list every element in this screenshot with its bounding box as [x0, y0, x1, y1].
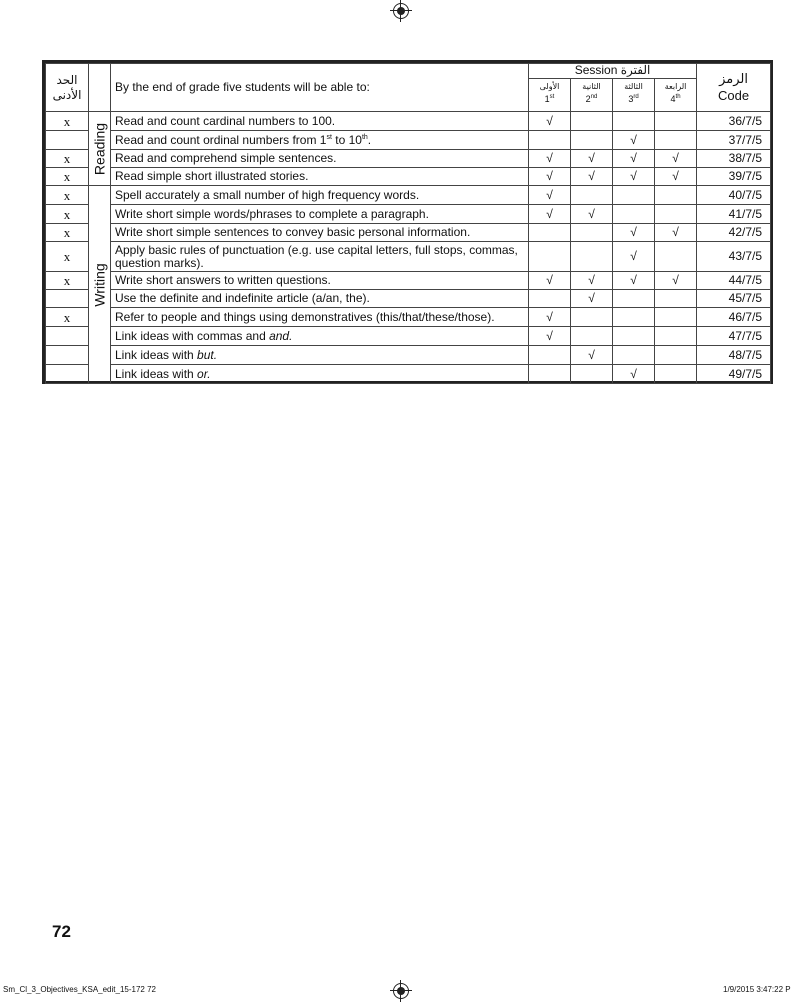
session-1-check — [529, 365, 571, 384]
session-2-check — [571, 131, 613, 150]
table-row — [46, 290, 771, 308]
session-3-header: الثالثة 3rd — [612, 79, 654, 111]
session-1-check: √ — [529, 112, 571, 131]
session-2-check — [571, 224, 613, 242]
min-level-mark — [46, 290, 89, 308]
session-4-check — [655, 186, 697, 205]
objective-text: Read and comprehend simple sentences. — [111, 150, 529, 168]
session-4-check — [655, 308, 697, 327]
session-4-check — [655, 290, 697, 308]
session-1-header: الأولى 1st — [539, 82, 560, 104]
session-1-check — [529, 224, 571, 242]
objective-code: 42/7/5 — [697, 224, 771, 242]
code-header: الرمز Code — [697, 64, 771, 112]
objective-text: Write short simple words/phrases to complete a paragraph. — [111, 205, 529, 224]
session-2-check — [571, 242, 613, 272]
session-3-check — [613, 112, 655, 131]
session-1-check: √ — [529, 272, 571, 290]
objective-text: Spell accurately a small number of high frequency words. — [111, 186, 529, 205]
session-3-check — [613, 346, 655, 365]
table-row — [46, 327, 771, 346]
section-label-writing: Writing — [89, 186, 111, 384]
objective-text: Read simple short illustrated stories. — [111, 168, 529, 186]
objective-text: Use the definite and indefinite article (a/an, the). — [111, 290, 529, 308]
session-3-check: √ — [613, 150, 655, 168]
session-4-check: √ — [655, 272, 697, 290]
session-2-check: √ — [571, 168, 613, 186]
objective-code: 40/7/5 — [697, 186, 771, 205]
objectives-table — [45, 63, 771, 384]
session-1-check: √ — [529, 150, 571, 168]
objective-code: 41/7/5 — [697, 205, 771, 224]
session-4-check — [655, 112, 697, 131]
session-header — [529, 64, 697, 112]
min-level-mark — [46, 365, 89, 384]
session-2-check — [571, 365, 613, 384]
session-3-check: √ — [613, 242, 655, 272]
table-row — [46, 224, 771, 242]
session-1-check: √ — [529, 168, 571, 186]
session-2-check: √ — [571, 150, 613, 168]
min-level-header: الحد الأدنى — [46, 64, 89, 112]
table-row — [46, 272, 771, 290]
session-4-check: √ — [655, 168, 697, 186]
session-1-check — [529, 242, 571, 272]
session-1-check: √ — [529, 205, 571, 224]
objective-code: 46/7/5 — [697, 308, 771, 327]
page-number: 72 — [52, 922, 71, 941]
session-4-check: √ — [655, 224, 697, 242]
objectives-table-frame — [42, 60, 773, 384]
min-level-mark: x — [46, 168, 89, 186]
section-header-blank — [89, 64, 111, 112]
session-3-check — [613, 205, 655, 224]
session-3-check — [613, 290, 655, 308]
session-1-check: √ — [529, 308, 571, 327]
session-3-check — [613, 186, 655, 205]
min-level-mark: x — [46, 272, 89, 290]
min-level-mark — [46, 131, 89, 150]
objective-code: 48/7/5 — [697, 346, 771, 365]
session-label: Session الفترة — [529, 64, 696, 79]
session-3-check: √ — [613, 224, 655, 242]
objective-text: Write short simple sentences to convey basic personal information. — [111, 224, 529, 242]
objective-code: 36/7/5 — [697, 112, 771, 131]
session-4-header: الرابعة 4th — [654, 79, 696, 111]
table-row — [46, 242, 771, 272]
session-2-check: √ — [571, 272, 613, 290]
min-level-mark: x — [46, 308, 89, 327]
section-label-reading: Reading — [89, 112, 111, 186]
registration-mark-bottom — [393, 983, 409, 999]
session-2-check — [571, 112, 613, 131]
table-row — [46, 308, 771, 327]
min-level-mark: x — [46, 186, 89, 205]
table-row — [46, 168, 771, 186]
footer-file-info: Sm_Cl_3_Objectives_KSA_edit_15-172 72 — [3, 985, 156, 994]
objective-text: Apply basic rules of punctuation (e.g. use capital letters, full stops, commas, question marks). — [111, 242, 529, 272]
objective-text: Link ideas with or. — [111, 365, 529, 384]
session-2-check: √ — [571, 290, 613, 308]
objective-text: Link ideas with but. — [111, 346, 529, 365]
objective-code: 43/7/5 — [697, 242, 771, 272]
session-2-check — [571, 186, 613, 205]
session-1-check: √ — [529, 327, 571, 346]
min-level-mark — [46, 327, 89, 346]
min-level-mark: x — [46, 205, 89, 224]
min-level-mark: x — [46, 112, 89, 131]
session-1-check — [529, 346, 571, 365]
table-row — [46, 131, 771, 150]
intro-header: By the end of grade five students will be able to: — [111, 64, 529, 112]
min-level-mark: x — [46, 150, 89, 168]
session-2-header: الثانية 2nd — [570, 79, 612, 111]
session-3-check: √ — [613, 365, 655, 384]
min-level-mark: x — [46, 224, 89, 242]
objective-code: 44/7/5 — [697, 272, 771, 290]
session-4-check — [655, 346, 697, 365]
session-3-check: √ — [613, 168, 655, 186]
session-3-check: √ — [613, 131, 655, 150]
objective-text: Read and count ordinal numbers from 1st to 10th. — [111, 131, 529, 150]
session-4-check — [655, 327, 697, 346]
table-row — [46, 346, 771, 365]
session-2-check — [571, 308, 613, 327]
session-2-check — [571, 327, 613, 346]
session-1-check — [529, 290, 571, 308]
session-4-check — [655, 365, 697, 384]
session-3-check — [613, 308, 655, 327]
table-row — [46, 150, 771, 168]
session-4-check — [655, 131, 697, 150]
session-4-check: √ — [655, 150, 697, 168]
table-row — [46, 205, 771, 224]
objective-code: 38/7/5 — [697, 150, 771, 168]
min-level-mark: x — [46, 242, 89, 272]
table-row — [46, 186, 771, 205]
footer-timestamp: 1/9/2015 3:47:22 P — [723, 985, 791, 994]
objective-text: Read and count cardinal numbers to 100. — [111, 112, 529, 131]
objective-text: Write short answers to written questions. — [111, 272, 529, 290]
session-3-check: √ — [613, 272, 655, 290]
objective-code: 39/7/5 — [697, 168, 771, 186]
min-level-mark — [46, 346, 89, 365]
session-1-check — [529, 131, 571, 150]
session-4-check — [655, 242, 697, 272]
objective-text: Link ideas with commas and and. — [111, 327, 529, 346]
objective-code: 45/7/5 — [697, 290, 771, 308]
registration-mark-top — [393, 3, 409, 19]
session-4-check — [655, 205, 697, 224]
objective-code: 37/7/5 — [697, 131, 771, 150]
objective-text: Refer to people and things using demonstratives (this/that/these/those). — [111, 308, 529, 327]
session-2-check: √ — [571, 205, 613, 224]
session-3-check — [613, 327, 655, 346]
table-header-row — [46, 64, 771, 112]
table-row — [46, 112, 771, 131]
objective-code: 47/7/5 — [697, 327, 771, 346]
session-1-check: √ — [529, 186, 571, 205]
table-row — [46, 365, 771, 384]
objective-code: 49/7/5 — [697, 365, 771, 384]
session-2-check: √ — [571, 346, 613, 365]
